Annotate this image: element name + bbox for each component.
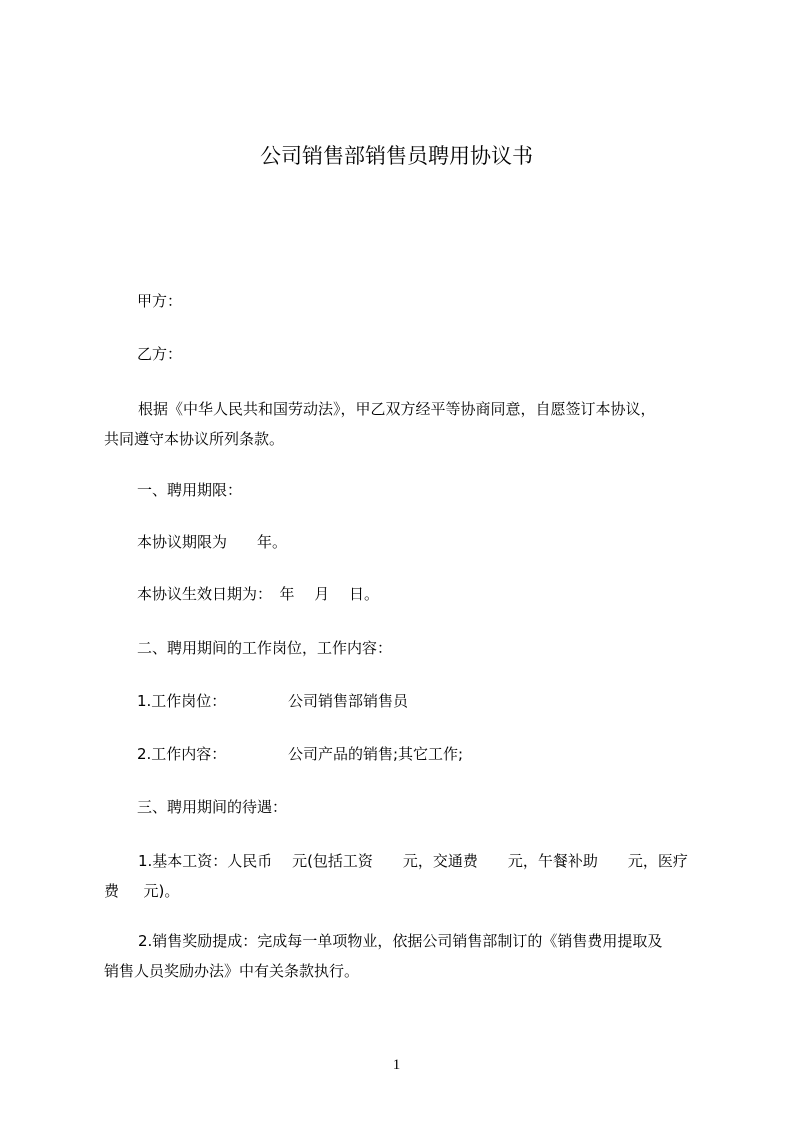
term-clause: 本协议期限为 年。 xyxy=(137,533,288,551)
effective-date-clause: 本协议生效日期为： 年 月 日。 xyxy=(137,585,380,603)
commission-line-1: 2.销售奖励提成：完成每一单项物业，依据公司销售部制订的《销售费用提取及 xyxy=(138,932,663,950)
intro-line-2: 共同遵守本协议所列条款。 xyxy=(104,430,285,448)
intro-paragraph xyxy=(104,394,704,454)
page-number: 1 xyxy=(392,1057,401,1073)
commission-line-2: 销售人员奖励办法》中有关条款执行。 xyxy=(104,962,360,980)
commission-paragraph xyxy=(104,926,704,986)
document-title: 公司销售部销售员聘用协议书 xyxy=(260,144,533,168)
salary-line-2: 费 元)。 xyxy=(104,882,180,900)
content-value: 公司产品的销售;其它工作; xyxy=(288,745,464,763)
intro-line-1: 根据《中华人民共和国劳动法》，甲乙双方经平等协商同意，自愿签订本协议， xyxy=(138,400,656,418)
section-1-heading: 一、聘用期限： xyxy=(137,481,243,499)
position-label: 1.工作岗位： xyxy=(137,692,227,710)
section-3-heading: 三、聘用期间的待遇： xyxy=(137,798,288,816)
party-b-label: 乙方： xyxy=(137,345,183,363)
salary-paragraph xyxy=(104,846,704,906)
content-label: 2.工作内容： xyxy=(137,745,227,763)
salary-line-1: 1.基本工资：人民币 元(包括工资 元，交通费 元，午餐补助 元，医疗 xyxy=(138,852,688,870)
position-value: 公司销售部销售员 xyxy=(288,692,409,710)
party-a-label: 甲方： xyxy=(137,292,183,310)
section-2-heading: 二、聘用期间的工作岗位，工作内容： xyxy=(137,639,393,657)
